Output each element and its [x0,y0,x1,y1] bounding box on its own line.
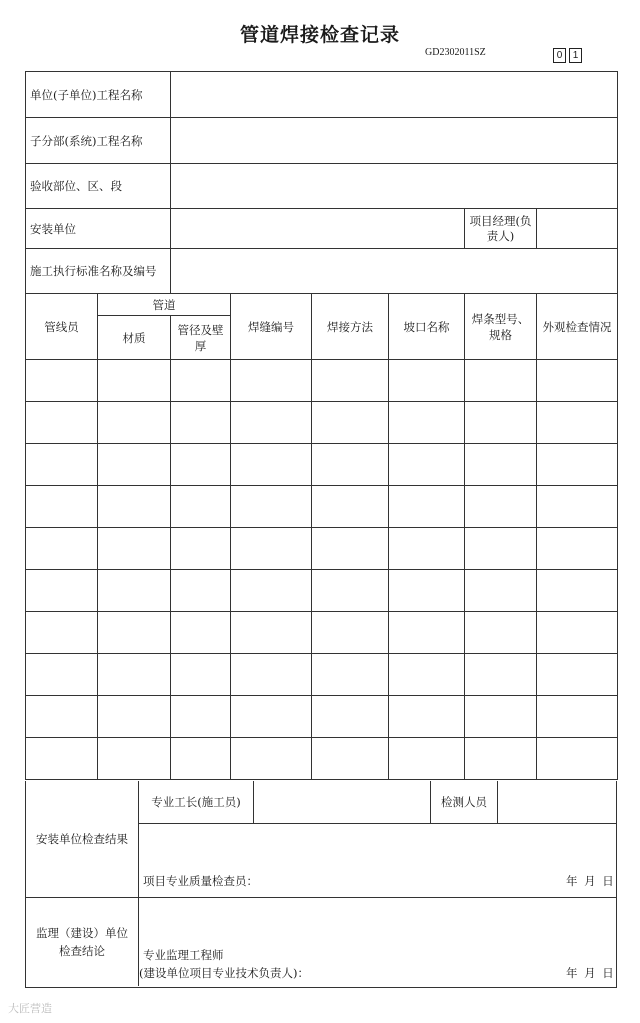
field-install-unit[interactable] [171,209,465,249]
col-groove: 坡口名称 [389,294,465,360]
table-row [26,528,618,570]
label-foreman: 专业工长(施工员) [139,781,254,823]
field-acceptance-part[interactable] [171,164,618,209]
record-table [25,71,618,780]
label-project-manager: 项目经理(负责人) [465,209,537,249]
col-diameter-thickness: 管径及壁厚 [171,316,231,360]
field-foreman[interactable] [254,781,431,823]
label-unit-project-name: 单位(子单位)工程名称 [26,72,171,118]
col-pipeline-worker: 管线员 [26,294,98,360]
install-check-block [26,781,616,898]
col-material: 材质 [98,316,171,360]
check-section [25,781,617,988]
field-unit-project-name[interactable] [171,72,618,118]
label-install-unit: 安装单位 [26,209,171,249]
page-title: 管道焊接检查记录 [239,24,400,46]
supervision-date: 年 月 日 [566,966,614,980]
supervision-label-line-2: 检查结论 [59,944,105,958]
field-project-manager[interactable] [537,209,618,249]
col-weld-method: 焊接方法 [312,294,389,360]
table-row [26,738,618,780]
label-install-check: 安装单位检查结果 [26,781,139,897]
label-supervision [26,898,139,986]
table-row [26,486,618,528]
supervision-label-line-1: 监理（建设）单位 [36,926,128,940]
label-inspector: 检测人员 [431,781,498,823]
field-inspector[interactable] [498,781,616,823]
label-supervision-engineer-note: (建设单位项目专业技术负责人)： [139,966,309,980]
page-number-digit-2: 1 [569,48,582,63]
install-check-date: 年 月 日 [566,874,614,888]
field-sub-project-name[interactable] [171,118,618,164]
page-number-digit-1: 0 [553,48,566,63]
col-appearance: 外观检查情况 [537,294,618,360]
label-sub-project-name: 子分部(系统)工程名称 [26,118,171,164]
col-pipe: 管道 [98,294,231,316]
table-row [26,696,618,738]
install-check-signers [139,781,616,824]
label-quality-inspector: 项目专业质量检查员： [143,874,258,888]
table-row [26,654,618,696]
form-code: GD2302011SZ [425,47,486,58]
field-standard[interactable] [171,249,618,294]
table-row [26,444,618,486]
table-row [26,612,618,654]
table-row [26,360,618,402]
label-supervision-engineer: 专业监理工程师 [143,948,224,962]
table-row [26,402,618,444]
col-weld-no: 焊缝编号 [231,294,312,360]
watermark: 大匠营造 [8,1002,52,1015]
label-acceptance-part: 验收部位、区、段 [26,164,171,209]
col-electrode: 焊条型号、规格 [465,294,537,360]
table-row [26,570,618,612]
label-standard: 施工执行标准名称及编号 [26,249,171,294]
